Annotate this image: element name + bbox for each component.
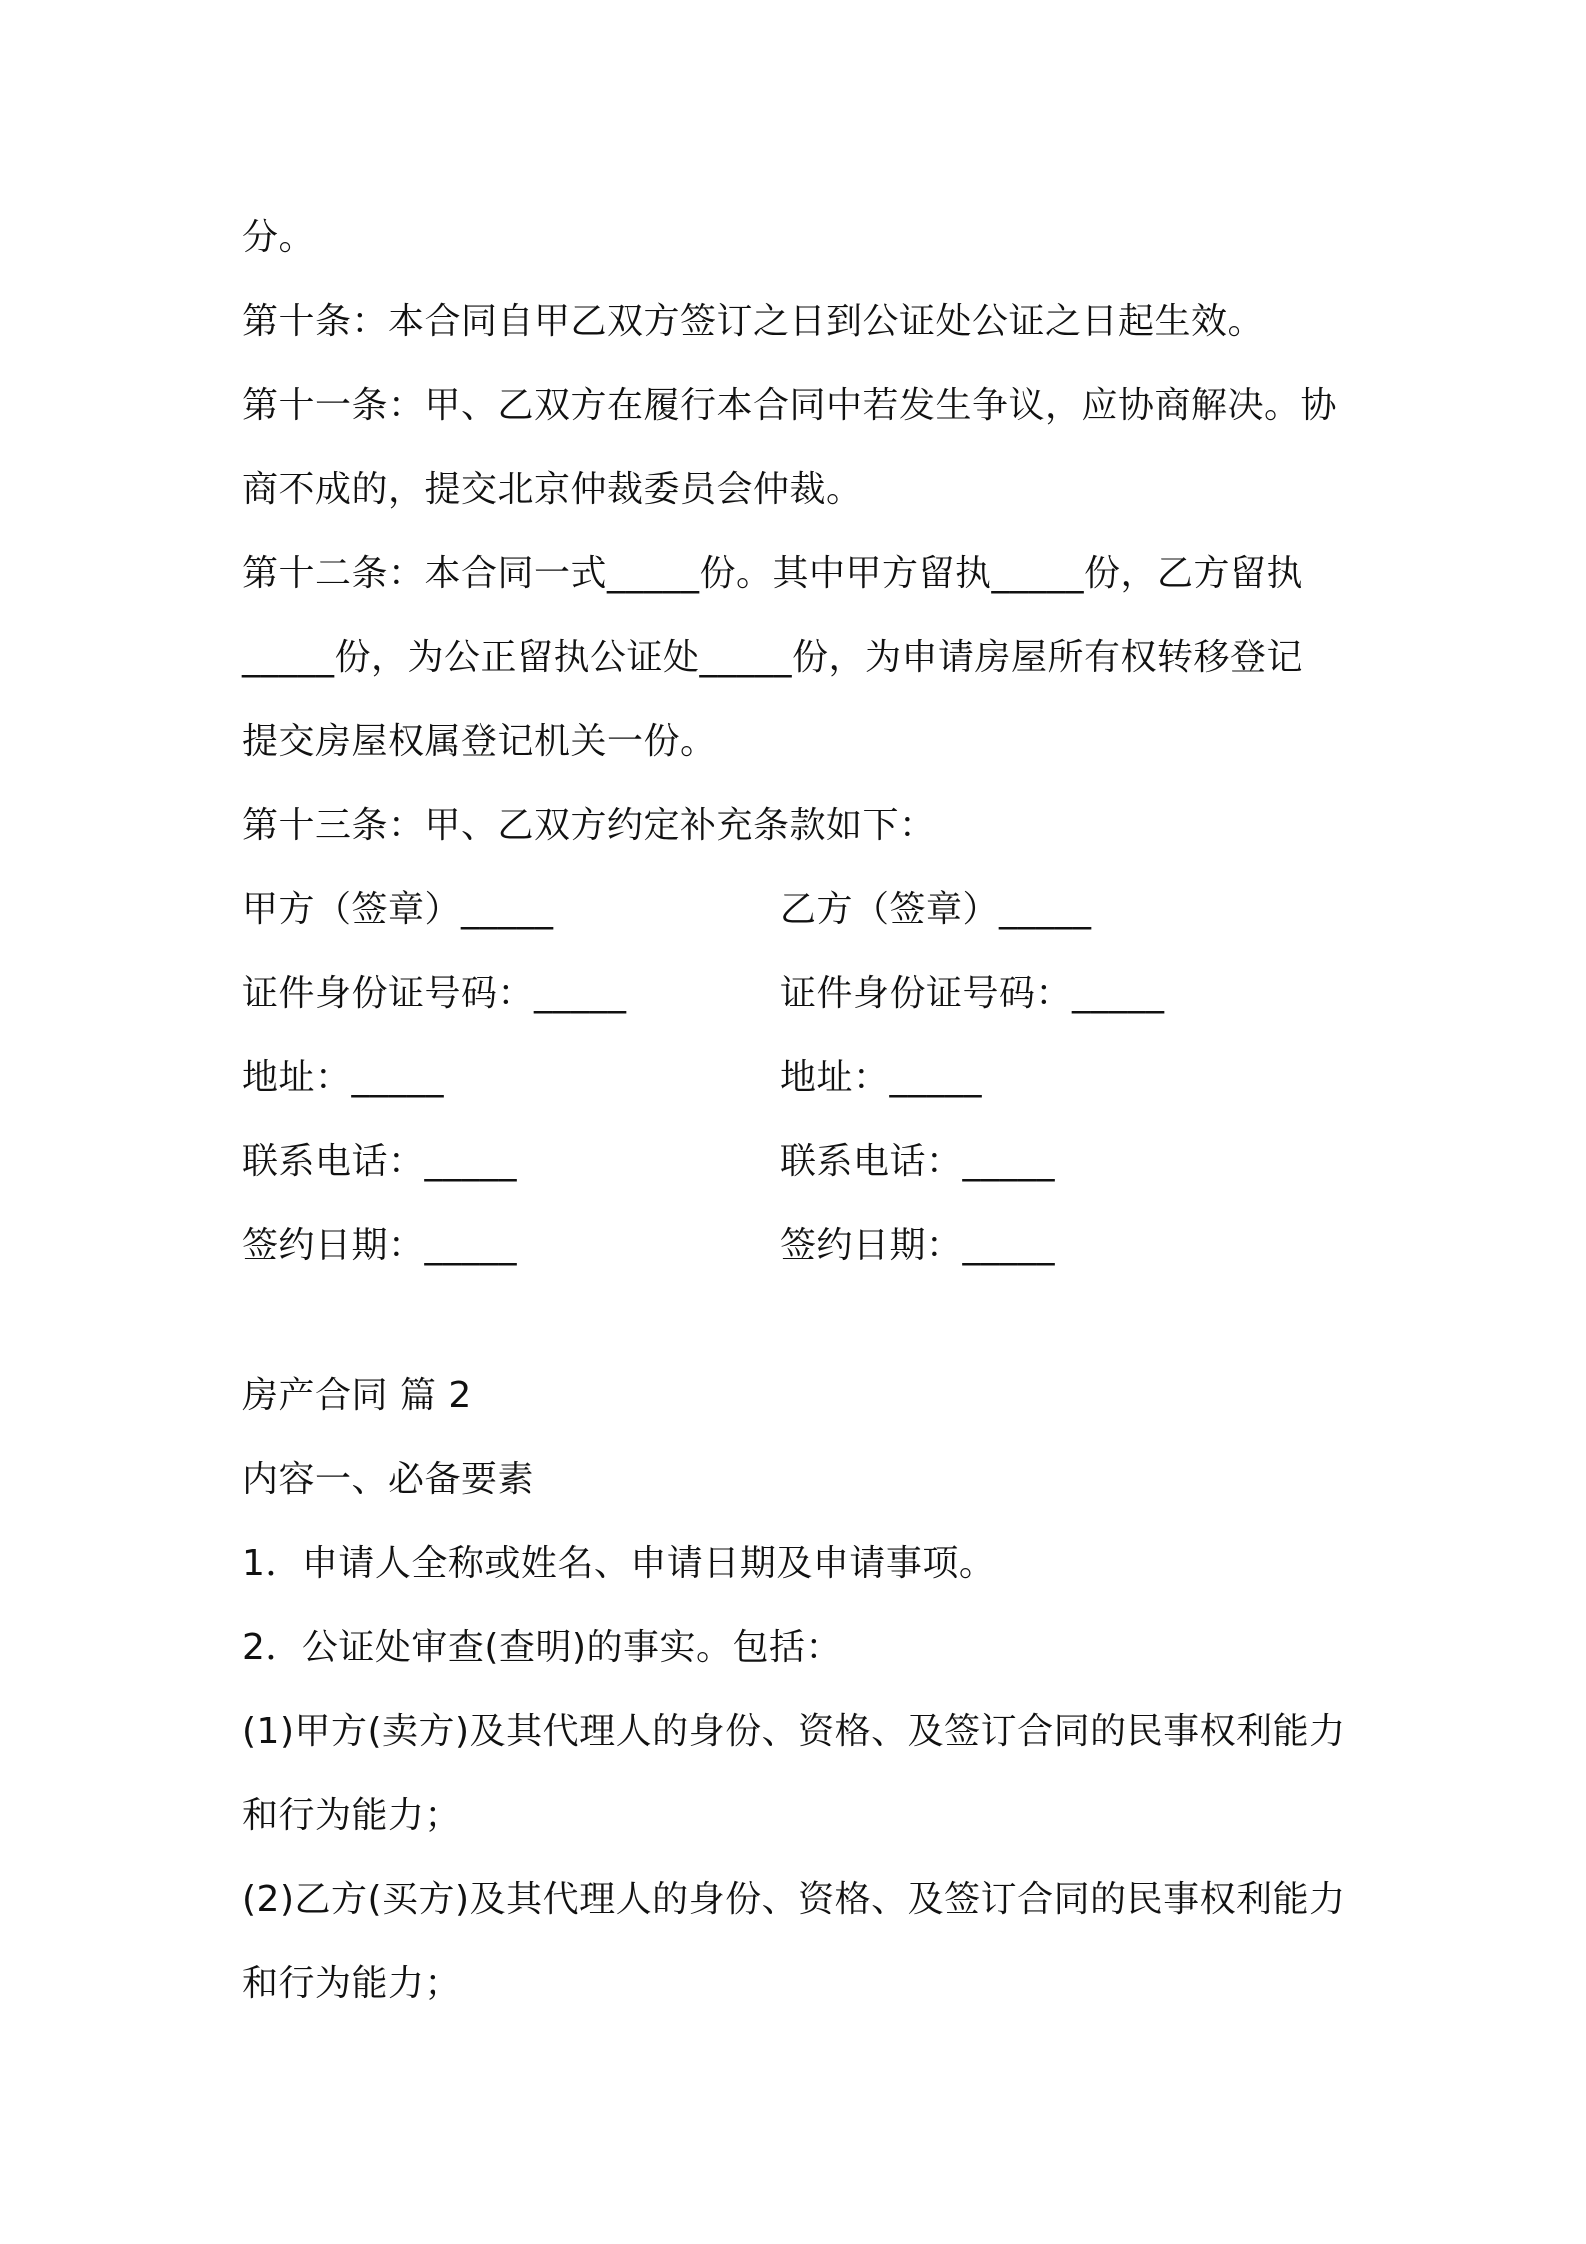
party-b-seal-field: 乙方（签章）_____ <box>780 889 1092 930</box>
signature-block <box>242 868 1362 1288</box>
sub-item-2-line-2: 和行为能力； <box>242 1963 462 2004</box>
sub-item-1-line-1: (1)甲方(卖方)及其代理人的身份、资格、及签订合同的民事权利能力 <box>242 1711 1346 1752</box>
sub-item-1-line-2: 和行为能力； <box>242 1795 462 1836</box>
clause-13: 第十三条：甲、乙双方约定补充条款如下： <box>242 805 936 846</box>
signature-row-date <box>242 1204 1362 1288</box>
party-b-id-field: 证件身份证号码：_____ <box>780 973 1165 1014</box>
text-line: 分。 <box>242 217 316 258</box>
list-item-1: 1．申请人全称或姓名、申请日期及申请事项。 <box>242 1543 996 1584</box>
party-a-date-field: 签约日期：_____ <box>242 1225 518 1266</box>
signature-row-address <box>242 1036 1362 1120</box>
subsection-heading: 内容一、必备要素 <box>242 1459 535 1500</box>
party-a-id-field: 证件身份证号码：_____ <box>242 973 627 1014</box>
list-item-2: 2．公证处审查(查明)的事实。包括： <box>242 1627 842 1668</box>
party-b-address-field: 地址：_____ <box>780 1057 983 1098</box>
section-spacer <box>242 1288 1362 1354</box>
signature-row-seal <box>242 868 1362 952</box>
clause-10: 第十条：本合同自甲乙双方签订之日到公证处公证之日起生效。 <box>242 301 1265 342</box>
party-b-phone-field: 联系电话：_____ <box>780 1141 1056 1182</box>
party-a-seal-field: 甲方（签章）_____ <box>242 889 554 930</box>
clause-12-line-1: 第十二条：本合同一式_____份。其中甲方留执_____份，乙方留执 <box>242 553 1304 594</box>
party-b-date-field: 签约日期：_____ <box>780 1225 1056 1266</box>
clause-12-line-3: 提交房屋权属登记机关一份。 <box>242 721 717 762</box>
document-body <box>242 196 1362 2026</box>
clause-11-line-1: 第十一条：甲、乙双方在履行本合同中若发生争议，应协商解决。协 <box>242 385 1338 426</box>
party-a-address-field: 地址：_____ <box>242 1057 445 1098</box>
clause-12-line-2: _____份，为公正留执公证处_____份，为申请房屋所有权转移登记 <box>242 637 1304 678</box>
party-a-phone-field: 联系电话：_____ <box>242 1141 518 1182</box>
section-heading: 房产合同 篇 2 <box>242 1375 472 1416</box>
signature-row-phone <box>242 1120 1362 1204</box>
clause-11-line-2: 商不成的，提交北京仲裁委员会仲裁。 <box>242 469 863 510</box>
signature-row-id <box>242 952 1362 1036</box>
sub-item-2-line-1: (2)乙方(买方)及其代理人的身份、资格、及签订合同的民事权利能力 <box>242 1879 1346 1920</box>
